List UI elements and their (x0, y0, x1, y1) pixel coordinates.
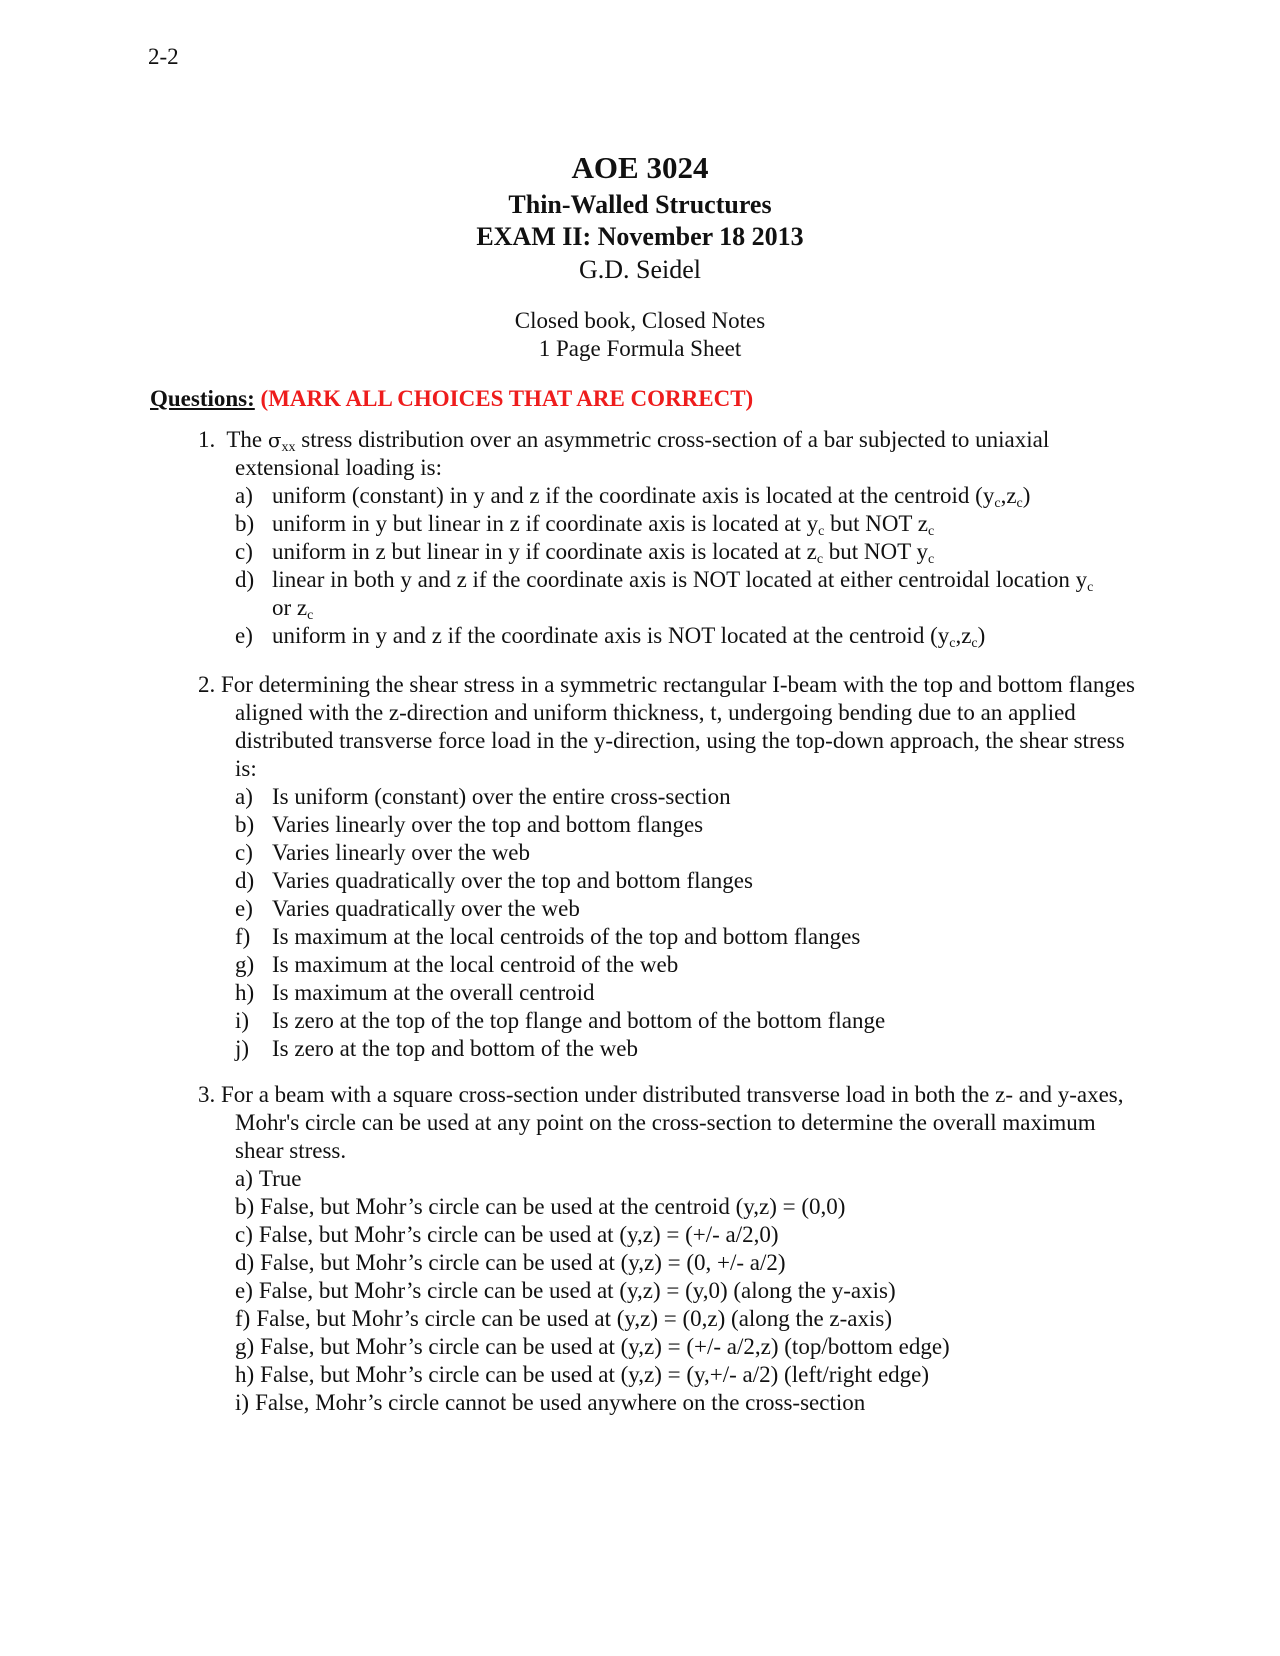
option-label: g) (235, 1334, 255, 1359)
answer-option (235, 510, 1098, 538)
option-text: Is zero at the top of the top flange and bottom of the bottom flange (272, 1008, 886, 1033)
formula-sheet-note: 1 Page Formula Sheet (538, 336, 742, 361)
option-label: b) (235, 812, 255, 837)
option-label: a) (235, 483, 253, 508)
option-label: b) (235, 1194, 255, 1219)
option-text: False, but Mohr’s circle can be used at (y,z) = (y,+/- a/2) (left/right edge) (260, 1362, 930, 1387)
option-label: c) (235, 1222, 253, 1247)
option-text: False, but Mohr’s circle can be used at (y,z) = (0, +/- a/2) (260, 1250, 786, 1275)
answer-option (235, 895, 1135, 923)
answer-option (235, 979, 1135, 1007)
option-text: Is maximum at the local centroids of the top and bottom flanges (272, 924, 861, 949)
option-label: h) (235, 980, 255, 1005)
question-2 (198, 671, 1135, 1063)
answer-option (235, 1389, 1135, 1417)
stem-text: The (226, 427, 268, 452)
option-text: False, but Mohr’s circle can be used at (y,z) = (+/- a/2,0) (258, 1222, 779, 1247)
option-text: Is maximum at the overall centroid (272, 980, 595, 1005)
answer-option (235, 566, 1098, 622)
answer-option (235, 923, 1135, 951)
option-label: f) (235, 924, 251, 949)
answer-option (235, 1165, 1135, 1193)
option-text: uniform in y and z if the coordinate axis is NOT located at the centroid $(y_c,z_c)$ (272, 623, 986, 651)
answer-option (235, 1007, 1135, 1035)
subscript-c: c (994, 496, 1001, 511)
exam-date: EXAM II: November 18 2013 (476, 222, 804, 251)
document-title: Thin-Walled Structures (508, 190, 772, 219)
answer-option (235, 538, 1098, 566)
options-list (235, 1165, 1135, 1417)
subscript-c: c (307, 608, 314, 623)
answer-option (235, 482, 1098, 510)
option-text: Is zero at the top and bottom of the web (272, 1036, 638, 1061)
option-text: Varies quadratically over the top and bottom flanges (272, 868, 753, 893)
answer-option (235, 811, 1135, 839)
answer-option (235, 783, 1135, 811)
option-text: False, Mohr’s circle cannot be used anywhere on the cross-section (255, 1390, 866, 1415)
subscript-c: c (818, 524, 825, 539)
option-label: d) (235, 567, 255, 592)
option-label: e) (235, 896, 253, 921)
author: G.D. Seidel (578, 255, 702, 284)
answer-option (235, 1035, 1135, 1063)
option-text: Is maximum at the local centroid of the web (272, 952, 679, 977)
option-text: False, but Mohr’s circle can be used at (y,z) = (0,z) (along the z-axis) (256, 1306, 892, 1331)
option-text: linear in both y and z if the coordinate axis is NOT located at either centroidal location $y_c$ or $z_c$ (272, 567, 1094, 623)
option-label: c) (235, 539, 253, 564)
question-stem: 3. For a beam with a square cross-section under distributed transverse load in both the z- and y-axes, Mohr's circle can be used at any point on the cross-section to determine the overall maximum shear stress. (198, 1082, 1124, 1163)
sigma-subscript: xx (281, 440, 296, 455)
questions-instruction: (MARK ALL CHOICES THAT ARE CORRECT) (260, 386, 754, 411)
answer-option (235, 951, 1135, 979)
question-stem: 2. For determining the shear stress in a symmetric rectangular I-beam with the top and bottom flanges aligned with the z-direction and uniform thickness, t, undergoing bending due to an applied distributed transverse force load in the y-direction, using the top-down approach, the shear stress is: (198, 672, 1135, 781)
option-label: c) (235, 840, 253, 865)
subscript-c: c (816, 552, 824, 567)
option-text: False, but Mohr’s circle can be used at (y,z) = (+/- a/2,z) (top/bottom edge) (260, 1334, 950, 1359)
options-list (198, 482, 1098, 650)
option-label: b) (235, 511, 255, 536)
answer-option (235, 867, 1135, 895)
option-text: True (258, 1166, 302, 1191)
option-label: a) (235, 784, 253, 809)
subscript-c: c (949, 636, 956, 651)
option-text: False, but Mohr’s circle can be used at the centroid (y,z) = (0,0) (260, 1194, 846, 1219)
question-1 (198, 426, 1098, 650)
stem-text: stress distribution over an asymmetric cross-section of a bar subjected to uniaxial extensional loading is: (235, 427, 1050, 480)
option-label: d) (235, 1250, 255, 1275)
answer-option (235, 1305, 1135, 1333)
answer-option (235, 1277, 1135, 1305)
option-text: Varies linearly over the top and bottom flanges (272, 812, 704, 837)
course-title: AOE 3024 (571, 150, 709, 185)
answer-option (235, 1361, 1135, 1389)
answer-option (235, 1193, 1135, 1221)
option-label: f) (235, 1306, 251, 1331)
question-number: 1. (198, 427, 216, 452)
option-label: d) (235, 868, 255, 893)
page-number: 2-2 (148, 44, 179, 69)
option-label: e) (235, 623, 253, 648)
subscript-c: c (928, 552, 935, 567)
exam-rules: Closed book, Closed Notes (514, 308, 766, 333)
subscript-c: c (971, 636, 978, 651)
option-label: g) (235, 952, 255, 977)
option-label: h) (235, 1362, 255, 1387)
option-text: Varies linearly over the web (272, 840, 531, 865)
option-label: e) (235, 1278, 253, 1303)
questions-heading (150, 386, 753, 412)
answer-option (235, 1221, 1135, 1249)
option-text: False, but Mohr’s circle can be used at (y,z) = (y,0) (along the y-axis) (258, 1278, 896, 1303)
questions-label: Questions: (150, 386, 255, 411)
option-text: uniform in y but linear in z if coordinate axis is located at $y_c$ but NOT $z_c$ (272, 511, 935, 539)
option-label: i) (235, 1008, 250, 1033)
option-label: j) (235, 1036, 250, 1061)
option-text: Is uniform (constant) over the entire cross-section (272, 784, 731, 809)
option-label: a) (235, 1166, 253, 1191)
option-text: Varies quadratically over the web (272, 896, 580, 921)
question-stem (198, 426, 1098, 482)
subscript-c: c (928, 524, 935, 539)
answer-option (235, 839, 1135, 867)
answer-option (235, 1249, 1135, 1277)
answer-option (235, 622, 1098, 650)
sigma-symbol: σ (267, 428, 282, 452)
subscript-c: c (1016, 496, 1023, 511)
option-label: i) (235, 1390, 250, 1415)
option-text: uniform (constant) in y and z if the coordinate axis is located at the centroid $(y_c,z_c)$ (272, 483, 1031, 511)
question-3 (198, 1081, 1135, 1417)
options-list (235, 783, 1135, 1063)
option-text: uniform in z but linear in y if coordinate axis is located at $z_c$ but NOT $y_c$ (272, 539, 935, 567)
subscript-c: c (1087, 580, 1094, 595)
answer-option (235, 1333, 1135, 1361)
